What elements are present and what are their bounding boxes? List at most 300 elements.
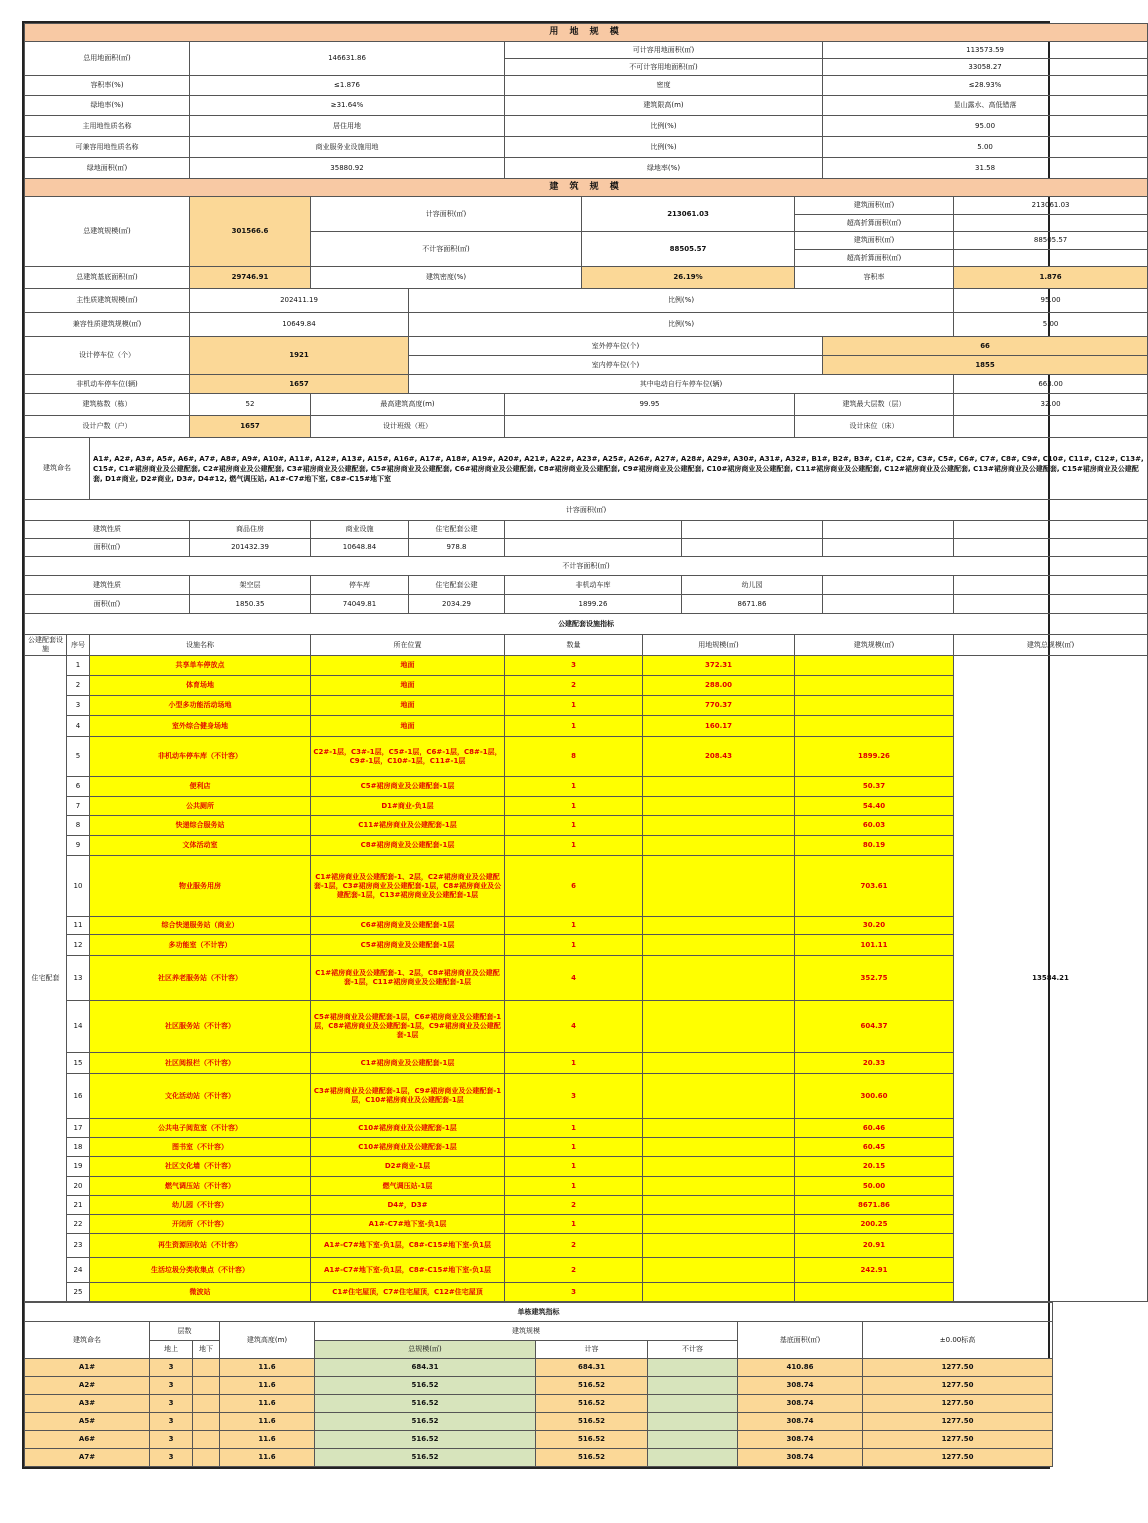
fac-name: 图书室（不计容） [90,1138,311,1157]
noncalc-type-4: 幼儿园 [682,576,823,595]
calc-type-2: 住宅配套公建 [409,521,505,539]
fac-qty: 6 [505,856,643,917]
fac-name: 体育场地 [90,676,311,696]
fac-land [643,917,795,935]
fac-land [643,1119,795,1138]
single-row [25,1449,1053,1467]
ebike-label: 其中电动自行车停车位(辆) [409,375,954,394]
super-calc-value [954,215,1148,232]
fac-loc: C2#-1层，C3#-1层，C5#-1层，C6#-1层，C8#-1层，C9#-1层，C10#-1层，C11#-1层 [311,737,505,777]
fac-land [643,1177,795,1196]
fac-qty: 4 [505,1001,643,1053]
main-scale-value: 202411.19 [190,289,409,313]
fac-no: 12 [67,935,90,956]
single-footprint: 308.74 [738,1431,863,1449]
noncalc-value-2: 2034.29 [409,595,505,614]
single-row [25,1413,1053,1431]
calc-label: 计容面积(㎡) [311,197,582,232]
fac-loc: C8#裙房商业及公建配套-1层 [311,836,505,856]
fac-header-total: 建筑总规模(㎡) [954,635,1148,656]
beds-label: 设计床位（床） [795,416,954,438]
fac-qty: 1 [505,836,643,856]
fac-build: 242.91 [795,1258,954,1283]
single-height: 11.6 [220,1449,315,1467]
indoor-parking-label: 室内停车位(个) [409,356,823,375]
fac-no: 17 [67,1119,90,1138]
fac-build: 50.37 [795,777,954,797]
single-above: 3 [150,1395,193,1413]
fac-land [643,1196,795,1215]
green-rate-label: 绿地率(%) [505,158,823,179]
fac-name: 微波站 [90,1283,311,1302]
fac-name: 幼儿园（不计容） [90,1196,311,1215]
fac-qty: 2 [505,1258,643,1283]
far-label: 容积率(%) [25,76,190,96]
single-footprint-label: 基底面积(㎡) [738,1322,863,1359]
height-limit-label: 建筑限高(m) [505,96,823,116]
fac-build: 54.40 [795,797,954,816]
fac-group-label: 住宅配套 [25,656,67,1302]
land-section-title: 用 地 规 模 [25,24,1148,42]
calc-area-row-label: 面积(㎡) [25,539,190,557]
fac-build: 300.60 [795,1074,954,1119]
calc-type-1: 商业设施 [311,521,409,539]
fac-loc: 地面 [311,716,505,737]
fac-land [643,816,795,836]
single-calc: 516.52 [536,1377,648,1395]
fac-land [643,1001,795,1053]
max-height-label: 最高建筑高度(m) [311,394,505,416]
summary-sheet [22,21,1144,1469]
single-calc: 516.52 [536,1449,648,1467]
super-noncalc-label: 超高折算面积(㎡) [795,250,954,267]
single-elev: 1277.50 [863,1431,1053,1449]
max-floors-label: 建筑最大层数（层） [795,394,954,416]
fac-build: 101.11 [795,935,954,956]
noncalc-value: 88505.57 [582,232,795,267]
noncalc-type-0: 架空层 [190,576,311,595]
calc-value-empty-b [682,539,823,557]
fac-loc: D4#，D3# [311,1196,505,1215]
calc-value-1: 10648.84 [311,539,409,557]
single-name: A2# [25,1377,150,1395]
single-scale-label: 建筑规模 [315,1322,738,1341]
bldg-count-value: 52 [190,394,311,416]
alt-scale-ratio-label: 比例(%) [409,313,954,337]
building-section-title: 建 筑 规 模 [25,179,1148,197]
calc-type-0: 商品住房 [190,521,311,539]
alt-scale-value: 10649.84 [190,313,409,337]
total-scale-label: 总建筑规模(㎡) [25,197,190,267]
fac-loc: 地面 [311,676,505,696]
fac-build: 8671.86 [795,1196,954,1215]
facilities-body [25,656,1148,1302]
fac-land: 208.43 [643,737,795,777]
fac-build: 20.15 [795,1157,954,1177]
fac-qty: 1 [505,696,643,716]
fac-qty: 1 [505,917,643,935]
calc-type-empty-d [954,521,1148,539]
fac-no: 11 [67,917,90,935]
single-noncalc [648,1377,738,1395]
alt-scale-ratio-value: 5.00 [954,313,1148,337]
noncalc-value-empty-a [823,595,954,614]
single-height: 11.6 [220,1431,315,1449]
fac-loc: C10#裙房商业及公建配套-1层 [311,1138,505,1157]
single-calc: 516.52 [536,1413,648,1431]
classes-label: 设计班级（班） [311,416,505,438]
fac-build: 1899.26 [795,737,954,777]
single-noncalc [648,1395,738,1413]
fac-loc: C5#裙房商业及公建配套-1层 [311,777,505,797]
fac-name: 快递综合服务站 [90,816,311,836]
single-total: 516.52 [315,1395,536,1413]
fac-no: 18 [67,1138,90,1157]
single-footprint: 308.74 [738,1395,863,1413]
main-ratio-label: 比例(%) [505,116,823,137]
fac-no: 15 [67,1053,90,1074]
single-height: 11.6 [220,1377,315,1395]
fac-build: 352.75 [795,956,954,1001]
super-calc-label: 超高折算面积(㎡) [795,215,954,232]
calc-type-empty-b [682,521,823,539]
noncalc-value-4: 8671.86 [682,595,823,614]
calc-value-empty-c [823,539,954,557]
fac-no: 5 [67,737,90,777]
bldg-density-value: 26.19% [582,267,795,289]
fac-build: 200.25 [795,1215,954,1234]
fac-build: 50.00 [795,1177,954,1196]
fac-land [643,1138,795,1157]
single-noncalc-label: 不计容 [648,1341,738,1359]
fac-qty: 2 [505,1196,643,1215]
fac-header-build: 建筑规模(㎡) [795,635,954,656]
fac-name: 便利店 [90,777,311,797]
main-scale-label: 主性质建筑规模(㎡) [25,289,190,313]
facility-row [25,656,1148,676]
fac-qty: 1 [505,1215,643,1234]
build-area-noncalc-label: 建筑面积(㎡) [795,232,954,250]
fac-qty: 1 [505,1157,643,1177]
fac-no: 6 [67,777,90,797]
single-total: 516.52 [315,1377,536,1395]
noncalc-type-label: 建筑性质 [25,576,190,595]
single-above: 3 [150,1449,193,1467]
single-elev: 1277.50 [863,1449,1053,1467]
build-area-noncalc-value: 88505.57 [954,232,1148,250]
single-calc: 516.52 [536,1431,648,1449]
calc-section-title: 计容面积(㎡) [25,500,1148,521]
green-label: 绿地率(%) [25,96,190,116]
single-above: 3 [150,1431,193,1449]
nonmotor-value: 1657 [190,375,409,394]
beds-value [954,416,1148,438]
fac-name: 综合快递服务站（商业） [90,917,311,935]
fac-loc: D1#商业-负1层 [311,797,505,816]
main-scale-ratio-label: 比例(%) [409,289,954,313]
single-title: 单栋建筑指标 [25,1303,1053,1322]
single-elev: 1277.50 [863,1377,1053,1395]
fac-loc: C3#裙房商业及公建配套-1层，C9#裙房商业及公建配套-1层，C10#裙房商业及公建配套-1层 [311,1074,505,1119]
height-limit-value: 显山露水、高低错落 [823,96,1148,116]
fac-build [795,656,954,676]
fac-name: 非机动车停车库（不计容） [90,737,311,777]
fac-qty: 2 [505,1234,643,1258]
fac-no: 9 [67,836,90,856]
single-above-label: 地上 [150,1341,193,1359]
fac-qty: 3 [505,656,643,676]
fac-loc: A1#-C7#地下室-负1层，C8#-C15#地下室-负1层 [311,1258,505,1283]
build-area-calc-label: 建筑面积(㎡) [795,197,954,215]
fac-qty: 1 [505,716,643,737]
single-elev: 1277.50 [863,1359,1053,1377]
outdoor-parking-value: 66 [823,337,1148,356]
fac-no: 1 [67,656,90,676]
fac-build: 60.45 [795,1138,954,1157]
noncalc-value-empty-b [954,595,1148,614]
fac-build: 80.19 [795,836,954,856]
single-height-label: 建筑高度(m) [220,1322,315,1359]
fac-land [643,797,795,816]
noncalc-value-3: 1899.26 [505,595,682,614]
single-below [193,1395,220,1413]
fac-no: 7 [67,797,90,816]
noncalc-type-empty-b [954,576,1148,595]
single-above: 3 [150,1413,193,1431]
fac-no: 22 [67,1215,90,1234]
noncalc-area-value: 33058.27 [823,59,1148,76]
single-total-label: 总规模(㎡) [315,1341,536,1359]
indoor-parking-value: 1855 [823,356,1148,375]
single-noncalc [648,1413,738,1431]
single-total: 684.31 [315,1359,536,1377]
fac-name: 文体活动室 [90,836,311,856]
single-total: 516.52 [315,1413,536,1431]
naming-text: A1#, A2#, A3#, A5#, A6#, A7#, A8#, A9#, A10#, A11#, A12#, A13#, A15#, A16#, A17#, A18#, A19#, A20#, A21#, A22#, A23#, A25#, A26#, A27#, A28#, A29#, A30#, A31#, A32#, B1#, B2#, B3#, C1#, C2#, C3#, C5#, C6#, C7#, C8#, C9#, C10#, C11#, C12#, C13#, C15#, C1#裙房商业及公建配套, C2#裙房商业及公建配套, C3#裙房商业及公建配套, C5#裙房商业及公建配套, C6#裙房商业及公建配套, C8#裙房商业及公建配套, C9#裙房商业及公建配套, C10#裙房商业及公建配套, C11#裙房商业及公建配套, C12#裙房商业及公建配套, C13#裙房商业及公建配套, C15#裙房商业及公建配套, D1#商业, D2#商业, D3#, D4#12, 燃气调压站, A1#-C7#地下室, C8#-C15#地下室 [90,438,1148,500]
single-height: 11.6 [220,1395,315,1413]
fac-build: 703.61 [795,856,954,917]
fac-header-no: 序号 [67,635,90,656]
noncalc-label: 不计容面积(㎡) [311,232,582,267]
fac-name: 物业服务用房 [90,856,311,917]
fac-name: 开闭所（不计容） [90,1215,311,1234]
fac-qty: 8 [505,737,643,777]
fac-name: 再生资源回收站（不计容） [90,1234,311,1258]
single-below [193,1449,220,1467]
fac-qty: 1 [505,1119,643,1138]
fac-loc: C1#裙房商业及公建配套-1层 [311,1053,505,1074]
fac-qty: 1 [505,797,643,816]
single-elev-label: ±0.00标高 [863,1322,1053,1359]
fac-no: 23 [67,1234,90,1258]
single-below [193,1413,220,1431]
single-calc: 516.52 [536,1395,648,1413]
total-area-label: 总用地面积(㎡) [25,42,190,76]
green-rate-value: 31.58 [823,158,1148,179]
alt-scale-label: 兼容性质建筑规模(㎡) [25,313,190,337]
fac-land: 288.00 [643,676,795,696]
fac-build: 60.03 [795,816,954,836]
fac-build [795,696,954,716]
calc-area-label: 可计容用地面积(㎡) [505,42,823,59]
main-use-value: 居住用地 [190,116,505,137]
classes-value [505,416,795,438]
fac-loc: A1#-C7#地下室-负1层，C8#-C15#地下室-负1层 [311,1234,505,1258]
fac-name: 共享单车停放点 [90,656,311,676]
single-above: 3 [150,1359,193,1377]
households-value: 1657 [190,416,311,438]
fac-qty: 1 [505,816,643,836]
nonmotor-label: 非机动车停车位(辆) [25,375,190,394]
main-scale-ratio-value: 95.00 [954,289,1148,313]
fac-loc: C1#裙房商业及公建配套-1、2层，C2#裙房商业及公建配套-1层，C3#裙房商业及公建配套-1层，C8#裙房商业及公建配套-1层，C13#裙房商业及公建配套-1层 [311,856,505,917]
fac-land [643,1157,795,1177]
single-footprint: 410.86 [738,1359,863,1377]
calc-value-2: 978.8 [409,539,505,557]
fac-header-qty: 数量 [505,635,643,656]
single-calc-label: 计容 [536,1341,648,1359]
fac-build [795,716,954,737]
alt-use-value: 商业服务业设施用地 [190,137,505,158]
green-area-value: 35880.92 [190,158,505,179]
fac-no: 25 [67,1283,90,1302]
calc-type-label: 建筑性质 [25,521,190,539]
facilities-title: 公建配套设施指标 [25,614,1148,635]
fac-loc: D2#商业-1层 [311,1157,505,1177]
parking-label: 设计停车位（个） [25,337,190,375]
noncalc-type-1: 停车库 [311,576,409,595]
fac-no: 4 [67,716,90,737]
single-elev: 1277.50 [863,1395,1053,1413]
fac-loc: C1#住宅屋顶，C7#住宅屋顶，C12#住宅屋顶 [311,1283,505,1302]
fac-land [643,935,795,956]
fac-land [643,1215,795,1234]
calc-value-empty-d [954,539,1148,557]
single-row [25,1431,1053,1449]
fac-header-name: 设施名称 [90,635,311,656]
fac-qty: 4 [505,956,643,1001]
fac-qty: 1 [505,1138,643,1157]
super-noncalc-value [954,250,1148,267]
single-below-label: 地下 [193,1341,220,1359]
single-name: A1# [25,1359,150,1377]
calc-type-empty-a [505,521,682,539]
fac-land [643,1074,795,1119]
fac-loc: C6#裙房商业及公建配套-1层 [311,917,505,935]
fac-loc: C10#裙房商业及公建配套-1层 [311,1119,505,1138]
fac-land: 372.31 [643,656,795,676]
fac-qty: 3 [505,1074,643,1119]
single-noncalc [648,1359,738,1377]
fac-land: 770.37 [643,696,795,716]
green-value: ≥31.64% [190,96,505,116]
fac-loc: 地面 [311,696,505,716]
fac-header-loc: 所在位置 [311,635,505,656]
fac-name: 社区文化墙（不计容） [90,1157,311,1177]
fac-name: 公共厕所 [90,797,311,816]
fac-no: 24 [67,1258,90,1283]
footprint-label: 总建筑基底面积(㎡) [25,267,190,289]
outdoor-parking-label: 室外停车位(个) [409,337,823,356]
alt-ratio-value: 5.00 [823,137,1148,158]
fac-name: 公共电子阅览室（不计容） [90,1119,311,1138]
single-height: 11.6 [220,1413,315,1431]
ebike-value: 663.00 [954,375,1148,394]
fac-name: 社区养老服务站（不计容） [90,956,311,1001]
parking-value: 1921 [190,337,409,375]
single-row [25,1359,1053,1377]
fac-no: 13 [67,956,90,1001]
fac-land [643,1283,795,1302]
bldg-density-label: 建筑密度(%) [311,267,582,289]
bldg-far-value: 1.876 [954,267,1148,289]
fac-loc: 燃气调压站-1层 [311,1177,505,1196]
alt-use-label: 可兼容用地性质名称 [25,137,190,158]
fac-no: 16 [67,1074,90,1119]
fac-name: 文化活动站（不计容） [90,1074,311,1119]
fac-loc: C1#裙房商业及公建配套-1、2层，C8#裙房商业及公建配套-1层，C11#裙房商业及公建配套-1层 [311,956,505,1001]
single-name: A6# [25,1431,150,1449]
single-noncalc [648,1449,738,1467]
density-value: ≤28.93% [823,76,1148,96]
fac-no: 21 [67,1196,90,1215]
bldg-count-label: 建筑栋数（栋） [25,394,190,416]
fac-build: 20.91 [795,1234,954,1258]
single-row [25,1395,1053,1413]
fac-no: 14 [67,1001,90,1053]
fac-build: 60.46 [795,1119,954,1138]
fac-no: 8 [67,816,90,836]
single-below [193,1359,220,1377]
calc-value: 213061.03 [582,197,795,232]
fac-land [643,777,795,797]
fac-loc: C5#裙房商业及公建配套-1层 [311,935,505,956]
main-ratio-value: 95.00 [823,116,1148,137]
bldg-far-label: 容积率 [795,267,954,289]
fac-land [643,956,795,1001]
fac-name: 社区阅报栏（不计容） [90,1053,311,1074]
fac-loc: A1#-C7#地下室-负1层 [311,1215,505,1234]
fac-qty: 1 [505,1177,643,1196]
noncalc-type-2: 住宅配套公建 [409,576,505,595]
fac-build: 604.37 [795,1001,954,1053]
single-footprint: 308.74 [738,1413,863,1431]
naming-label: 建筑命名 [25,438,90,500]
single-name: A7# [25,1449,150,1467]
alt-ratio-label: 比例(%) [505,137,823,158]
single-calc: 684.31 [536,1359,648,1377]
single-height: 11.6 [220,1359,315,1377]
noncalc-value-0: 1850.35 [190,595,311,614]
max-height-value: 99.95 [505,394,795,416]
fac-name: 多功能室（不计容） [90,935,311,956]
total-area-value: 146631.86 [190,42,505,76]
fac-build [795,676,954,696]
single-total: 516.52 [315,1449,536,1467]
fac-no: 2 [67,676,90,696]
fac-land [643,836,795,856]
fac-name: 社区服务站（不计容） [90,1001,311,1053]
noncalc-type-empty-a [823,576,954,595]
single-above: 3 [150,1377,193,1395]
fac-name: 生活垃圾分类收集点（不计容） [90,1258,311,1283]
far-value: ≤1.876 [190,76,505,96]
noncalc-section-title: 不计容面积(㎡) [25,557,1148,576]
fac-build [795,1283,954,1302]
households-label: 设计户数（户） [25,416,190,438]
single-footprint: 308.74 [738,1377,863,1395]
max-floors-value: 32.00 [954,394,1148,416]
